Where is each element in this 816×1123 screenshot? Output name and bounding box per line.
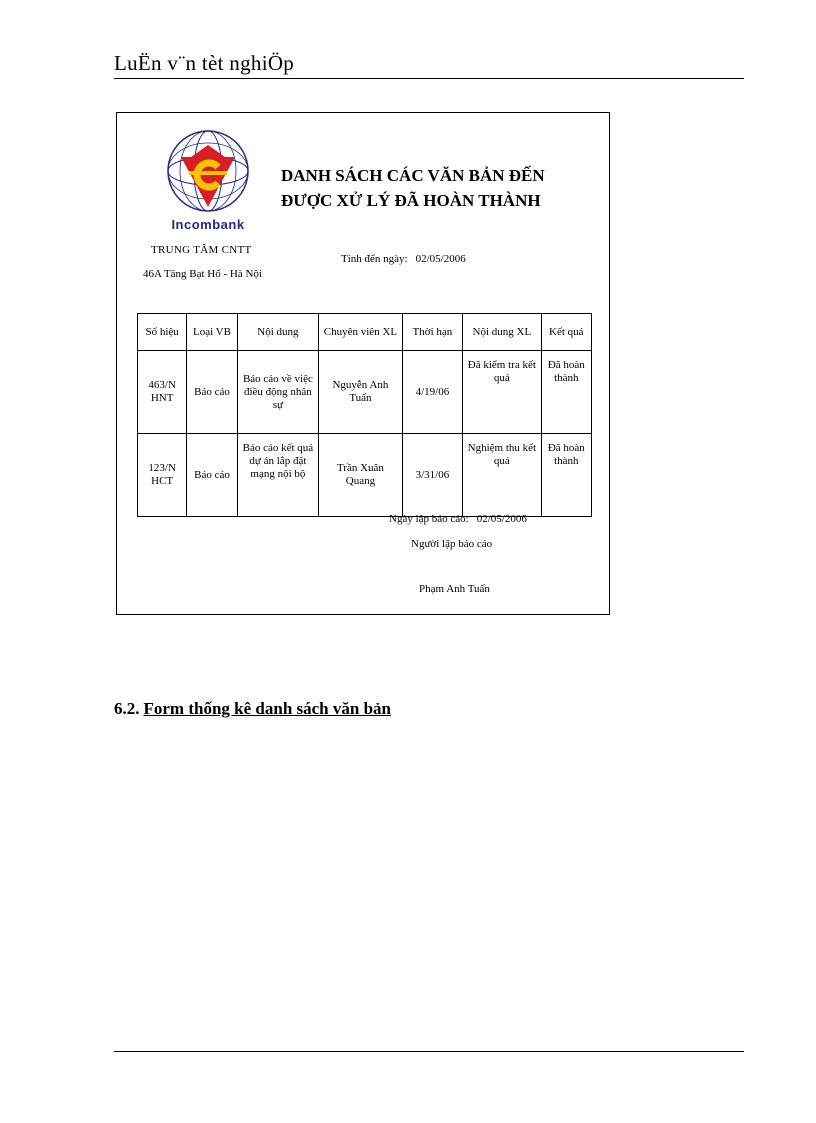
table-cell: 463/N HNT bbox=[138, 351, 187, 434]
org-address: 46A Tăng Bạt Hổ - Hà Nội bbox=[143, 268, 262, 280]
table-cell: Trần Xuân Quang bbox=[319, 434, 403, 517]
incombank-logo-icon bbox=[163, 125, 253, 217]
table-cell: Báo cáo bbox=[187, 351, 237, 434]
column-header: Loại VB bbox=[187, 314, 237, 351]
as-of-date bbox=[341, 253, 466, 265]
page-header: LuËn v¨n tèt nghiÖp bbox=[114, 51, 295, 75]
report-title-line2: ĐƯỢC XỬ LÝ ĐÃ HOÀN THÀNH bbox=[281, 191, 541, 210]
logo-text: Incombank bbox=[171, 217, 245, 232]
report-date-value: 02/05/2006 bbox=[476, 513, 527, 525]
column-header: Chuyên viên XL bbox=[319, 314, 403, 351]
report-image bbox=[116, 112, 610, 615]
reporter-label: Người lập báo cáo bbox=[411, 538, 493, 550]
section-heading bbox=[114, 699, 391, 719]
table-header-row bbox=[138, 314, 592, 351]
table-row bbox=[138, 351, 592, 434]
column-header: Số hiệu bbox=[138, 314, 187, 351]
as-of-value: 02/05/2006 bbox=[415, 253, 466, 265]
column-header: Thời hạn bbox=[402, 314, 462, 351]
footer-rule bbox=[114, 1051, 744, 1052]
report-title bbox=[281, 163, 601, 213]
table-cell: 4/19/06 bbox=[402, 351, 462, 434]
report-table bbox=[137, 313, 592, 517]
table-cell: Báo cáo về việc điều động nhân sự bbox=[237, 351, 319, 434]
table-cell: Đã kiểm tra kết quả bbox=[463, 351, 542, 434]
reporter-name: Phạm Anh Tuấn bbox=[419, 583, 490, 595]
table-cell: Đã hoàn thành bbox=[541, 351, 591, 434]
header-rule bbox=[114, 78, 744, 79]
table-cell: Nghiệm thu kết quả bbox=[463, 434, 542, 517]
section-number: 6.2. bbox=[114, 699, 140, 718]
table-cell: Nguyễn Anh Tuấn bbox=[319, 351, 403, 434]
table-cell: 123/N HCT bbox=[138, 434, 187, 517]
table-cell: Báo cáo bbox=[187, 434, 237, 517]
table-row bbox=[138, 434, 592, 517]
table-cell: 3/31/06 bbox=[402, 434, 462, 517]
column-header: Kết quả bbox=[541, 314, 591, 351]
report-date-label: Ngày lập báo cáo: bbox=[389, 513, 469, 525]
column-header: Nội dung XL bbox=[463, 314, 542, 351]
table-cell: Báo cáo kết quả dự án lắp đặt mạng nội bộ bbox=[237, 434, 319, 517]
report-title-line1: DANH SÁCH CÁC VĂN BẢN ĐẾN bbox=[281, 166, 545, 185]
as-of-label: Tính đến ngày: bbox=[341, 253, 408, 265]
incombank-logo bbox=[163, 125, 253, 237]
table-cell: Đã hoàn thành bbox=[541, 434, 591, 517]
report-date bbox=[389, 513, 527, 525]
org-name: TRUNG TÂM CNTT bbox=[151, 244, 252, 256]
column-header: Nội dung bbox=[237, 314, 319, 351]
section-title: Form thống kê danh sách văn bản bbox=[143, 699, 392, 718]
